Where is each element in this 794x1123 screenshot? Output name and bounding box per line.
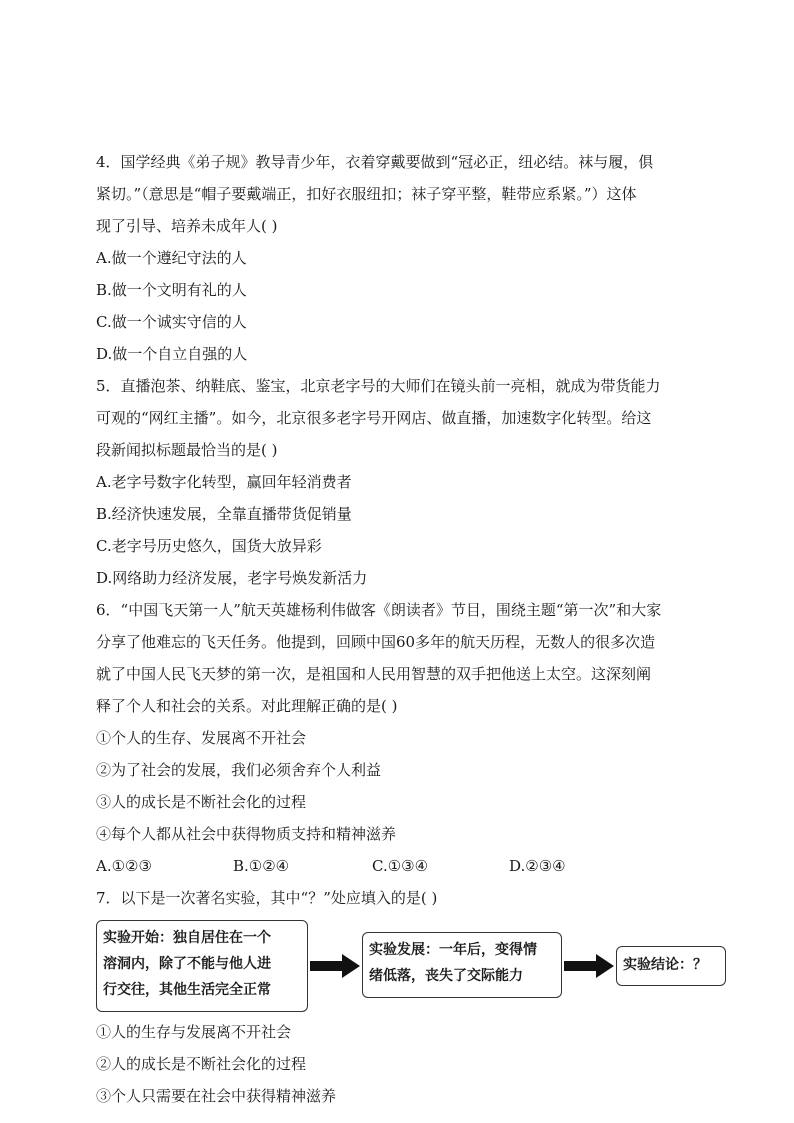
option-c: C.①③④	[372, 857, 429, 875]
option-b: B.经济快速发展，全靠直播带货促销量	[96, 505, 352, 523]
option-b: B.①②④	[233, 857, 290, 875]
option-d: D.②③④	[509, 857, 566, 875]
flow-box-development-line-2: 绪低落，丧失了交际能力	[369, 968, 523, 984]
question-5-line-3: 段新闻拟标题最恰当的是( )	[96, 441, 278, 459]
option-c: C.做一个诚实守信的人	[96, 313, 247, 331]
flow-arrow-1	[310, 953, 360, 979]
statement-1: ①人的生存与发展离不开社会	[96, 1023, 292, 1041]
option-c: C.老字号历史悠久，国货大放异彩	[96, 537, 322, 555]
question-4-line-1: 4．国学经典《弟子规》教导青少年，衣着穿戴要做到“冠必正，纽必结。袜与履，俱	[96, 153, 654, 171]
option-d: D.做一个自立自强的人	[96, 345, 248, 363]
question-6-line-2: 分享了他难忘的飞天任务。他提到，回顾中国60多年的航天历程，无数人的很多次造	[96, 633, 656, 651]
statement-2: ②为了社会的发展，我们必须舍弃个人利益	[96, 761, 382, 779]
flow-box-start	[96, 920, 308, 1012]
flow-box-conclusion-line-1: 实验结论：？	[623, 957, 707, 973]
flow-box-start-line-3: 行交往，其他生活完全正常	[103, 982, 271, 998]
flow-box-start-line-1: 实验开始：独自居住在一个	[103, 930, 271, 946]
flow-box-development	[362, 932, 562, 998]
question-5-line-2: 可观的“网红主播”。如今，北京很多老字号开网店、做直播，加速数字化转型。给这	[96, 409, 652, 427]
statement-3: ③个人只需要在社会中获得精神滋养	[96, 1087, 337, 1105]
question-7-line-1: 7．以下是一次著名实验，其中“？”处应填入的是( )	[96, 889, 438, 907]
flow-box-development-line-1: 实验发展：一年后，变得情	[369, 942, 537, 958]
question-4-line-3: 现了引导、培养未成年人( )	[96, 217, 278, 235]
statement-3: ③人的成长是不断社会化的过程	[96, 793, 307, 811]
question-5-line-1: 5．直播泡茶、纳鞋底、鉴宝，北京老字号的大师们在镜头前一亮相，就成为带货能力	[96, 377, 661, 395]
option-a: A.做一个遵纪守法的人	[96, 249, 247, 267]
question-4-line-2: 紧切。”（意思是“帽子要戴端正，扣好衣服纽扣；袜子穿平整，鞋带应系紧。”）这体	[96, 185, 637, 203]
option-d: D.网络助力经济发展，老字号焕发新活力	[96, 569, 368, 587]
question-6-line-3: 就了中国人民飞天梦的第一次，是祖国和人民用智慧的双手把他送上太空。这深刻阐	[96, 665, 652, 683]
question-6-line-4: 释了个人和社会的关系。对此理解正确的是( )	[96, 697, 398, 715]
option-a: A.老字号数字化转型，赢回年轻消费者	[96, 473, 352, 491]
flow-box-conclusion	[616, 946, 726, 986]
flow-box-start-line-2: 溶洞内，除了不能与他人进	[103, 956, 271, 972]
statement-4: ④每个人都从社会中获得物质支持和精神滋养	[96, 825, 397, 843]
option-a: A.①②③	[96, 857, 152, 875]
statement-1: ①个人的生存、发展离不开社会	[96, 729, 307, 747]
option-b: B.做一个文明有礼的人	[96, 281, 247, 299]
question-6-line-1: 6．“中国飞天第一人”航天英雄杨利伟做客《朗读者》节目，围绕主题“第一次”和大家	[96, 601, 662, 619]
statement-2: ②人的成长是不断社会化的过程	[96, 1055, 307, 1073]
flow-arrow-2	[564, 953, 614, 979]
